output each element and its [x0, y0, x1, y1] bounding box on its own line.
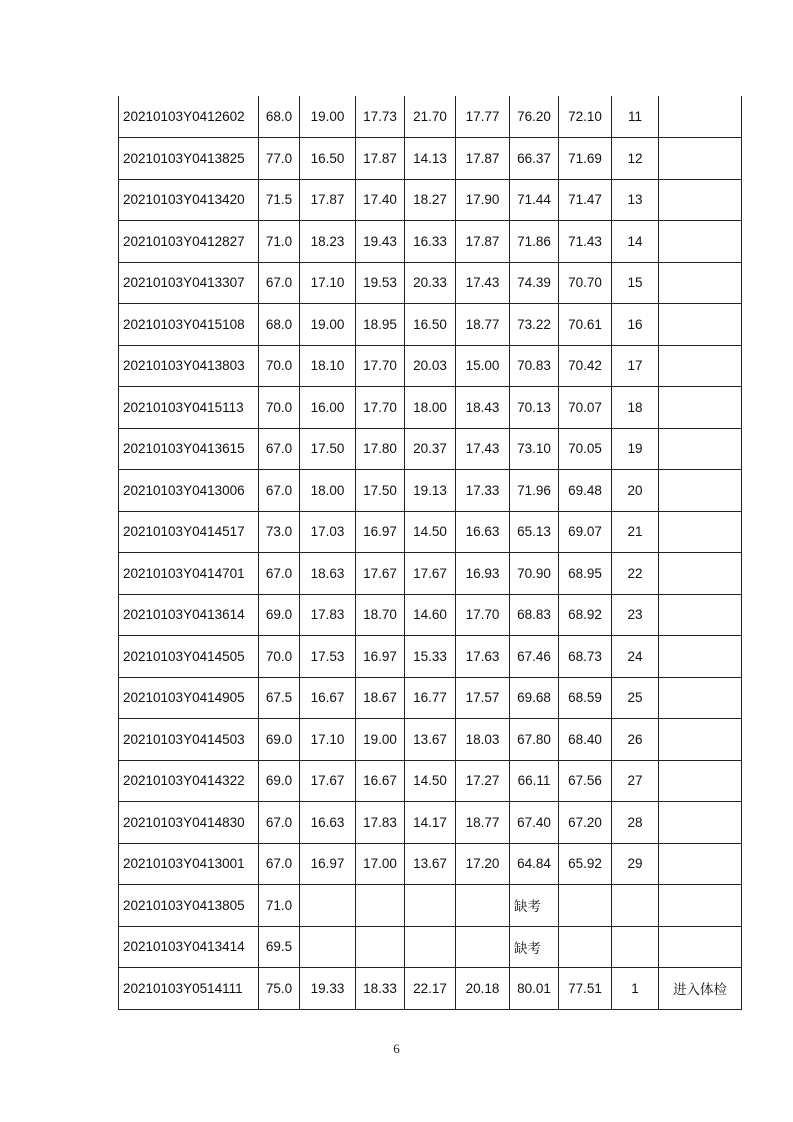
composite-score-cell: 71.43 [559, 221, 612, 263]
interview-score-2-cell: 17.83 [356, 802, 405, 844]
interview-score-1-cell: 17.53 [300, 636, 356, 678]
table-row [119, 221, 742, 263]
interview-total-cell: 67.80 [510, 719, 559, 761]
rank-cell: 13 [612, 179, 659, 221]
table-row [119, 345, 742, 387]
candidate-id-cell: 20210103Y0413614 [119, 594, 259, 636]
remark-cell [659, 511, 742, 553]
composite-score-cell: 68.73 [559, 636, 612, 678]
candidate-id-cell: 20210103Y0412827 [119, 221, 259, 263]
interview-total-cell: 66.37 [510, 138, 559, 180]
interview-score-4-cell: 17.70 [456, 594, 510, 636]
interview-score-3-cell: 13.67 [405, 719, 456, 761]
rank-cell: 27 [612, 760, 659, 802]
composite-score-cell: 67.56 [559, 760, 612, 802]
rank-cell: 15 [612, 262, 659, 304]
interview-score-1-cell: 16.50 [300, 138, 356, 180]
remark-cell [659, 470, 742, 512]
composite-score-cell: 70.61 [559, 304, 612, 346]
interview-score-4-cell: 18.43 [456, 387, 510, 429]
table-row [119, 262, 742, 304]
rank-cell: 11 [612, 96, 659, 138]
interview-score-3-cell: 14.50 [405, 511, 456, 553]
table-row [119, 926, 742, 968]
interview-score-4-cell: 18.03 [456, 719, 510, 761]
interview-score-1-cell [300, 885, 356, 927]
written-score-cell: 69.0 [259, 719, 300, 761]
interview-total-cell: 70.83 [510, 345, 559, 387]
page-number: 6 [393, 1041, 400, 1056]
interview-score-3-cell: 18.00 [405, 387, 456, 429]
written-score-cell: 69.0 [259, 594, 300, 636]
interview-total-cell: 70.90 [510, 553, 559, 595]
table-row [119, 96, 742, 138]
candidate-id-cell: 20210103Y0413414 [119, 926, 259, 968]
interview-score-1-cell: 17.50 [300, 428, 356, 470]
interview-score-1-cell: 19.00 [300, 304, 356, 346]
written-score-cell: 77.0 [259, 138, 300, 180]
interview-score-3-cell: 17.67 [405, 553, 456, 595]
interview-score-3-cell: 18.27 [405, 179, 456, 221]
interview-score-1-cell: 16.63 [300, 802, 356, 844]
interview-score-1-cell: 18.23 [300, 221, 356, 263]
candidate-id-cell: 20210103Y0413001 [119, 843, 259, 885]
score-table [118, 96, 742, 1010]
rank-cell: 18 [612, 387, 659, 429]
written-score-cell: 75.0 [259, 968, 300, 1010]
rank-cell: 29 [612, 843, 659, 885]
interview-score-2-cell: 16.97 [356, 636, 405, 678]
interview-score-2-cell: 19.00 [356, 719, 405, 761]
interview-score-2-cell: 16.67 [356, 760, 405, 802]
rank-cell: 22 [612, 553, 659, 595]
candidate-id-cell: 20210103Y0413307 [119, 262, 259, 304]
interview-score-3-cell [405, 885, 456, 927]
interview-total-cell: 71.96 [510, 470, 559, 512]
rank-cell: 26 [612, 719, 659, 761]
interview-score-4-cell [456, 926, 510, 968]
table-row [119, 138, 742, 180]
interview-score-1-cell: 16.67 [300, 677, 356, 719]
candidate-id-cell: 20210103Y0412602 [119, 96, 259, 138]
interview-score-4-cell: 20.18 [456, 968, 510, 1010]
interview-score-2-cell: 17.50 [356, 470, 405, 512]
composite-score-cell: 71.47 [559, 179, 612, 221]
interview-score-1-cell: 18.10 [300, 345, 356, 387]
interview-score-4-cell: 17.87 [456, 221, 510, 263]
rank-cell: 19 [612, 428, 659, 470]
table-row [119, 553, 742, 595]
interview-total-cell: 71.86 [510, 221, 559, 263]
interview-score-3-cell: 22.17 [405, 968, 456, 1010]
rank-cell: 23 [612, 594, 659, 636]
candidate-id-cell: 20210103Y0413825 [119, 138, 259, 180]
interview-total-cell: 71.44 [510, 179, 559, 221]
candidate-id-cell: 20210103Y0414505 [119, 636, 259, 678]
rank-cell: 25 [612, 677, 659, 719]
written-score-cell: 71.0 [259, 885, 300, 927]
interview-score-3-cell: 21.70 [405, 96, 456, 138]
table-row [119, 843, 742, 885]
interview-score-1-cell: 16.97 [300, 843, 356, 885]
composite-score-cell: 68.95 [559, 553, 612, 595]
interview-score-3-cell: 14.17 [405, 802, 456, 844]
written-score-cell: 67.0 [259, 262, 300, 304]
composite-score-cell: 72.10 [559, 96, 612, 138]
candidate-id-cell: 20210103Y0413805 [119, 885, 259, 927]
written-score-cell: 71.0 [259, 221, 300, 263]
table-row [119, 387, 742, 429]
interview-score-1-cell: 17.87 [300, 179, 356, 221]
interview-score-1-cell: 17.10 [300, 262, 356, 304]
interview-total-cell: 缺考 [510, 885, 559, 927]
interview-score-4-cell: 17.27 [456, 760, 510, 802]
table-row [119, 511, 742, 553]
written-score-cell: 70.0 [259, 345, 300, 387]
written-score-cell: 67.0 [259, 470, 300, 512]
interview-score-1-cell: 16.00 [300, 387, 356, 429]
interview-score-2-cell: 19.53 [356, 262, 405, 304]
composite-score-cell: 77.51 [559, 968, 612, 1010]
interview-score-4-cell: 16.93 [456, 553, 510, 595]
remark-cell [659, 138, 742, 180]
interview-score-1-cell: 17.67 [300, 760, 356, 802]
interview-score-2-cell: 16.97 [356, 511, 405, 553]
interview-score-4-cell: 17.43 [456, 262, 510, 304]
interview-score-4-cell: 17.20 [456, 843, 510, 885]
composite-score-cell: 70.05 [559, 428, 612, 470]
interview-total-cell: 67.46 [510, 636, 559, 678]
interview-total-cell: 70.13 [510, 387, 559, 429]
remark-cell [659, 553, 742, 595]
candidate-id-cell: 20210103Y0414701 [119, 553, 259, 595]
interview-total-cell: 69.68 [510, 677, 559, 719]
table-row [119, 677, 742, 719]
interview-score-2-cell: 17.73 [356, 96, 405, 138]
interview-score-3-cell: 20.33 [405, 262, 456, 304]
interview-score-1-cell: 18.63 [300, 553, 356, 595]
interview-score-4-cell: 17.33 [456, 470, 510, 512]
interview-score-2-cell: 18.95 [356, 304, 405, 346]
candidate-id-cell: 20210103Y0414905 [119, 677, 259, 719]
candidate-id-cell: 20210103Y0414322 [119, 760, 259, 802]
written-score-cell: 71.5 [259, 179, 300, 221]
candidate-id-cell: 20210103Y0413803 [119, 345, 259, 387]
composite-score-cell: 71.69 [559, 138, 612, 180]
rank-cell: 14 [612, 221, 659, 263]
table-row [119, 470, 742, 512]
interview-score-2-cell: 18.33 [356, 968, 405, 1010]
interview-score-2-cell: 17.67 [356, 553, 405, 595]
interview-score-1-cell: 19.33 [300, 968, 356, 1010]
written-score-cell: 67.0 [259, 802, 300, 844]
composite-score-cell: 67.20 [559, 802, 612, 844]
interview-score-2-cell [356, 885, 405, 927]
candidate-id-cell: 20210103Y0413615 [119, 428, 259, 470]
written-score-cell: 67.0 [259, 843, 300, 885]
remark-cell [659, 926, 742, 968]
interview-score-1-cell: 18.00 [300, 470, 356, 512]
interview-score-4-cell: 17.63 [456, 636, 510, 678]
table-row [119, 594, 742, 636]
interview-total-cell: 64.84 [510, 843, 559, 885]
written-score-cell: 70.0 [259, 636, 300, 678]
interview-score-3-cell: 15.33 [405, 636, 456, 678]
composite-score-cell: 68.92 [559, 594, 612, 636]
interview-score-4-cell: 18.77 [456, 304, 510, 346]
written-score-cell: 69.0 [259, 760, 300, 802]
interview-score-1-cell: 19.00 [300, 96, 356, 138]
interview-score-2-cell: 17.70 [356, 345, 405, 387]
rank-cell: 24 [612, 636, 659, 678]
interview-score-1-cell: 17.03 [300, 511, 356, 553]
table-body [119, 96, 742, 1009]
remark-cell [659, 843, 742, 885]
interview-score-3-cell: 20.03 [405, 345, 456, 387]
interview-score-4-cell: 16.63 [456, 511, 510, 553]
interview-score-2-cell: 18.70 [356, 594, 405, 636]
remark-cell [659, 179, 742, 221]
written-score-cell: 70.0 [259, 387, 300, 429]
interview-score-3-cell: 16.50 [405, 304, 456, 346]
table-row [119, 885, 742, 927]
remark-cell [659, 96, 742, 138]
interview-total-cell: 65.13 [510, 511, 559, 553]
interview-score-3-cell: 20.37 [405, 428, 456, 470]
composite-score-cell: 70.42 [559, 345, 612, 387]
composite-score-cell: 68.40 [559, 719, 612, 761]
interview-score-2-cell: 17.70 [356, 387, 405, 429]
candidate-id-cell: 20210103Y0413420 [119, 179, 259, 221]
rank-cell: 16 [612, 304, 659, 346]
interview-score-3-cell: 16.77 [405, 677, 456, 719]
interview-score-3-cell: 19.13 [405, 470, 456, 512]
written-score-cell: 67.5 [259, 677, 300, 719]
interview-score-2-cell: 17.80 [356, 428, 405, 470]
interview-score-4-cell: 17.43 [456, 428, 510, 470]
composite-score-cell: 70.70 [559, 262, 612, 304]
table-row [119, 304, 742, 346]
candidate-id-cell: 20210103Y0415108 [119, 304, 259, 346]
rank-cell: 21 [612, 511, 659, 553]
remark-cell [659, 677, 742, 719]
interview-score-2-cell: 19.43 [356, 221, 405, 263]
table-row [119, 636, 742, 678]
written-score-cell: 68.0 [259, 96, 300, 138]
interview-total-cell: 66.11 [510, 760, 559, 802]
interview-score-4-cell: 17.57 [456, 677, 510, 719]
candidate-id-cell: 20210103Y0514111 [119, 968, 259, 1010]
interview-score-3-cell: 14.60 [405, 594, 456, 636]
rank-cell [612, 926, 659, 968]
candidate-id-cell: 20210103Y0414830 [119, 802, 259, 844]
remark-cell [659, 428, 742, 470]
rank-cell: 17 [612, 345, 659, 387]
table-row [119, 802, 742, 844]
interview-total-cell: 76.20 [510, 96, 559, 138]
composite-score-cell: 70.07 [559, 387, 612, 429]
interview-total-cell: 80.01 [510, 968, 559, 1010]
remark-cell [659, 221, 742, 263]
rank-cell: 1 [612, 968, 659, 1010]
interview-score-4-cell: 17.87 [456, 138, 510, 180]
composite-score-cell [559, 926, 612, 968]
table-row [119, 760, 742, 802]
interview-score-2-cell: 18.67 [356, 677, 405, 719]
interview-score-3-cell: 14.13 [405, 138, 456, 180]
interview-score-4-cell: 18.77 [456, 802, 510, 844]
rank-cell [612, 885, 659, 927]
interview-score-2-cell: 17.00 [356, 843, 405, 885]
rank-cell: 12 [612, 138, 659, 180]
interview-total-cell: 缺考 [510, 926, 559, 968]
interview-score-1-cell: 17.10 [300, 719, 356, 761]
interview-score-3-cell [405, 926, 456, 968]
interview-score-1-cell [300, 926, 356, 968]
interview-total-cell: 67.40 [510, 802, 559, 844]
interview-score-2-cell: 17.87 [356, 138, 405, 180]
table-row [119, 428, 742, 470]
remark-cell [659, 636, 742, 678]
written-score-cell: 67.0 [259, 428, 300, 470]
interview-total-cell: 73.22 [510, 304, 559, 346]
remark-cell [659, 262, 742, 304]
table-row [119, 179, 742, 221]
remark-cell [659, 760, 742, 802]
interview-score-3-cell: 16.33 [405, 221, 456, 263]
remark-cell [659, 885, 742, 927]
remark-cell [659, 719, 742, 761]
remark-cell: 进入体检 [659, 968, 742, 1010]
interview-total-cell: 68.83 [510, 594, 559, 636]
interview-score-2-cell [356, 926, 405, 968]
remark-cell [659, 387, 742, 429]
composite-score-cell: 69.07 [559, 511, 612, 553]
composite-score-cell: 69.48 [559, 470, 612, 512]
table-row [119, 719, 742, 761]
written-score-cell: 68.0 [259, 304, 300, 346]
candidate-id-cell: 20210103Y0414503 [119, 719, 259, 761]
remark-cell [659, 345, 742, 387]
candidate-id-cell: 20210103Y0415113 [119, 387, 259, 429]
rank-cell: 28 [612, 802, 659, 844]
candidate-id-cell: 20210103Y0413006 [119, 470, 259, 512]
interview-score-2-cell: 17.40 [356, 179, 405, 221]
written-score-cell: 69.5 [259, 926, 300, 968]
remark-cell [659, 304, 742, 346]
interview-score-3-cell: 14.50 [405, 760, 456, 802]
interview-score-4-cell: 17.90 [456, 179, 510, 221]
interview-total-cell: 73.10 [510, 428, 559, 470]
interview-score-3-cell: 13.67 [405, 843, 456, 885]
interview-score-4-cell: 17.77 [456, 96, 510, 138]
interview-total-cell: 74.39 [510, 262, 559, 304]
written-score-cell: 67.0 [259, 553, 300, 595]
written-score-cell: 73.0 [259, 511, 300, 553]
remark-cell [659, 594, 742, 636]
remark-cell [659, 802, 742, 844]
table-row [119, 968, 742, 1010]
composite-score-cell: 65.92 [559, 843, 612, 885]
rank-cell: 20 [612, 470, 659, 512]
interview-score-4-cell [456, 885, 510, 927]
interview-score-4-cell: 15.00 [456, 345, 510, 387]
composite-score-cell: 68.59 [559, 677, 612, 719]
composite-score-cell [559, 885, 612, 927]
interview-score-1-cell: 17.83 [300, 594, 356, 636]
candidate-id-cell: 20210103Y0414517 [119, 511, 259, 553]
